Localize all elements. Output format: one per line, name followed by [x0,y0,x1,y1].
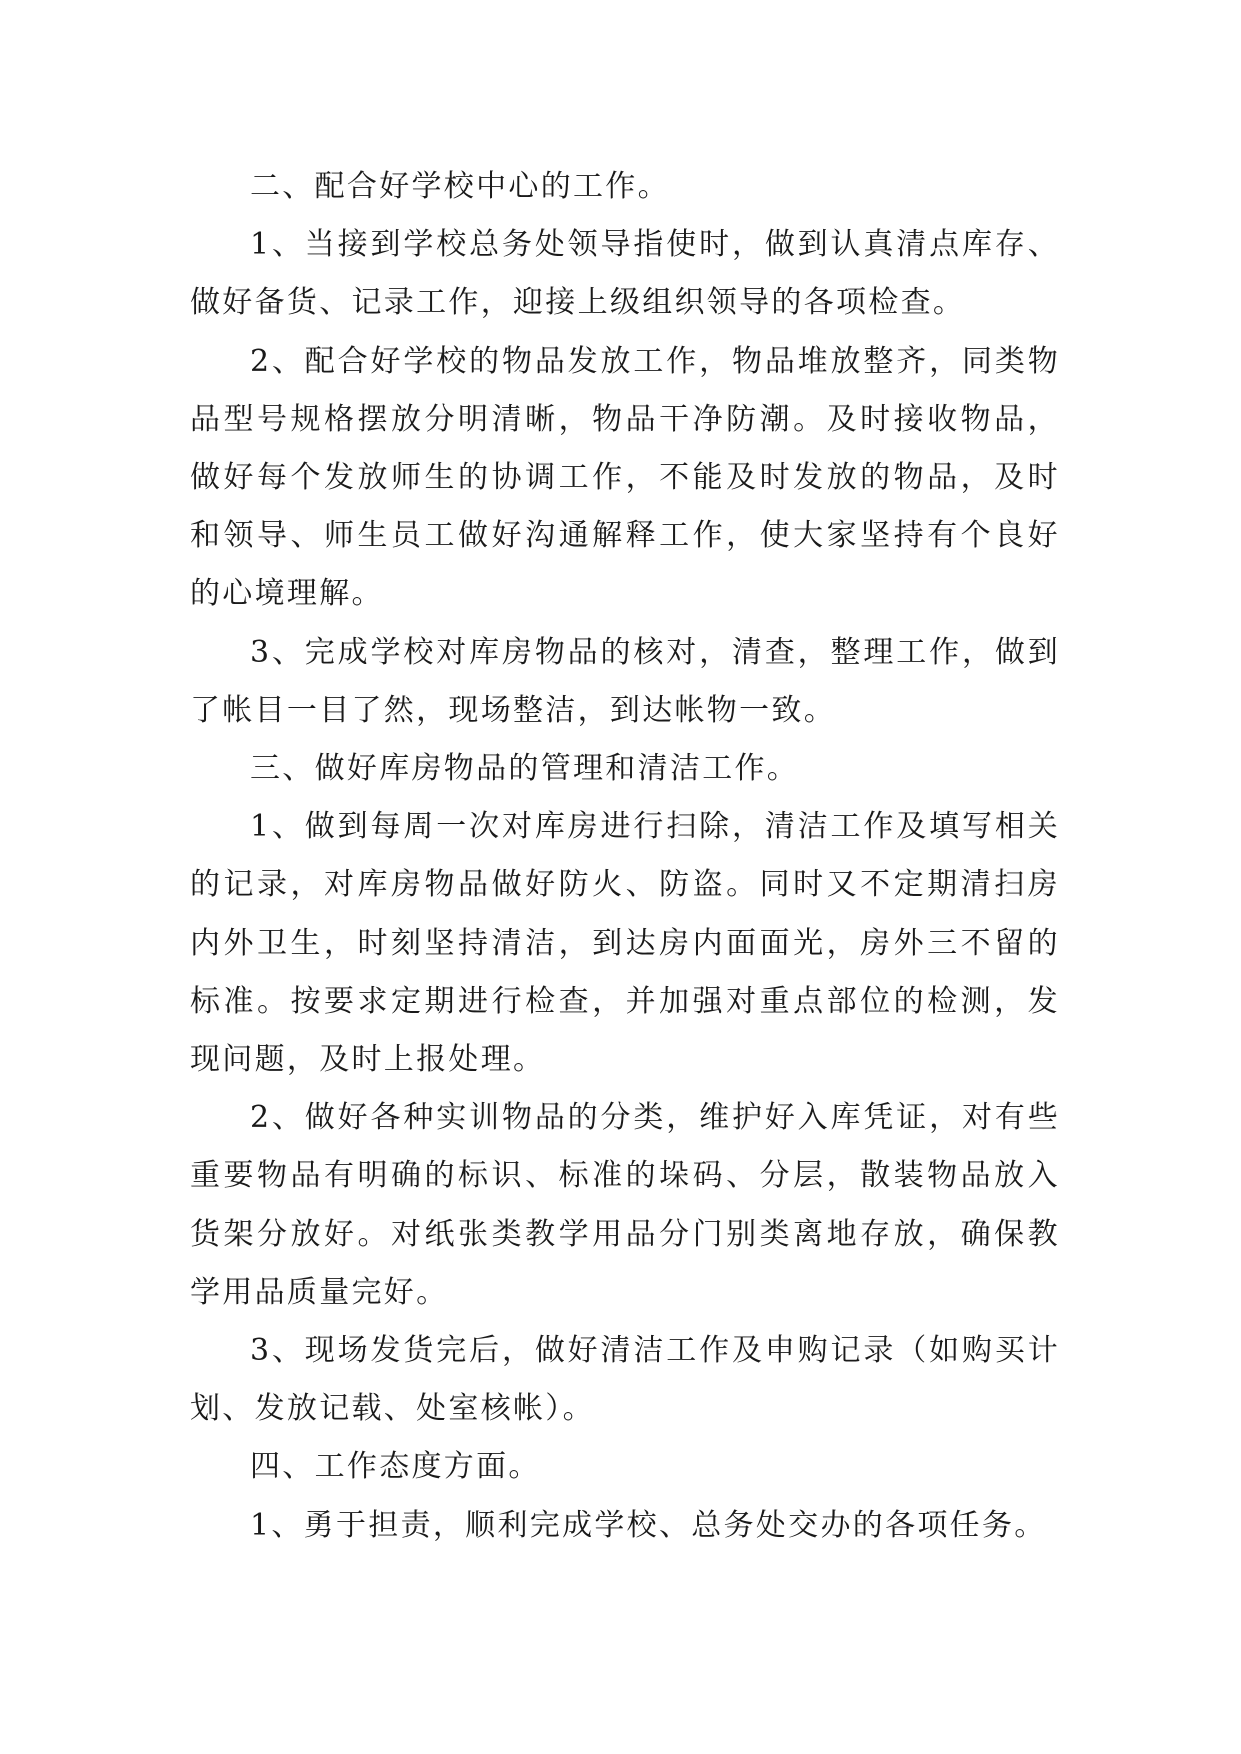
section-heading-2: 二、配合好学校中心的工作。 [250,169,670,204]
document-body [190,158,1060,1555]
paragraph-2-2: 2、配合好学校的物品发放工作，物品堆放整齐，同类物品型号规格摆放分明清晰，物品干净防潮。及时接收物品，做好每个发放师生的协调工作，不能及时发放的物品，及时和领导、师生员工做好沟通解释工作，使大家坚持有个良好的心境理解。 [190,343,1060,612]
section-heading-3: 三、做好库房物品的管理和清洁工作。 [250,751,800,787]
paragraph-3-3: 3、现场发货完后，做好清洁工作及申购记录（如购买计划、发放记载、处室核帐）。 [190,1333,1060,1427]
paragraph-2-3: 3、完成学校对库房物品的核对，清查，整理工作，做到了帐目一目了然，现场整洁，到达帐物一致。 [190,634,1060,728]
paragraph-4-1: 1、勇于担责，顺利完成学校、总务处交办的各项任务。 [250,1507,1047,1543]
paragraph-3-1: 1、做到每周一次对库房进行扫除，清洁工作及填写相关的记录，对库房物品做好防火、防盗。同时又不定期清扫房内外卫生，时刻坚持清洁，到达房内面面光，房外三不留的标准。按要求定期进行检查，并加强对重点部位的检测，发现问题，及时上报处理。 [190,809,1060,1078]
paragraph-3-2: 2、做好各种实训物品的分类，维护好入库凭证，对有些重要物品有明确的标识、标准的垛码、分层，散装物品放入货架分放好。对纸张类教学用品分门别类离地存放，确保教学用品质量完好。 [190,1100,1060,1310]
section-heading-4: 四、工作态度方面。 [250,1449,541,1485]
paragraph-2-1: 1、当接到学校总务处领导指使时，做到认真清点库存、做好备货、记录工作，迎接上级组织领导的各项检查。 [190,227,1060,321]
